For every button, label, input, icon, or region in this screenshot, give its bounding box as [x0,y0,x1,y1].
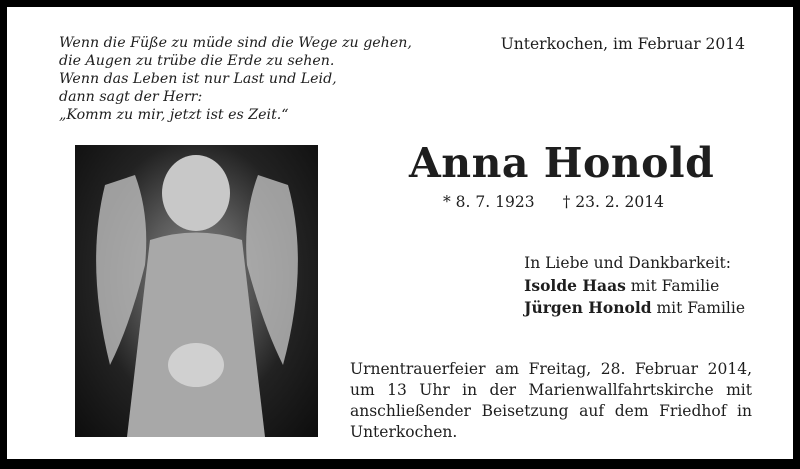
poem [59,34,412,124]
angel-statue-photo [75,145,318,437]
mourner-entry [524,275,745,298]
mourner-name: Isolde Haas [524,275,626,295]
mourner-entry [524,297,745,320]
birth-date: * 8. 7. 1923 [443,193,535,211]
mourner-suffix: mit Familie [651,299,745,317]
poem-line: dann sagt der Herr: [59,89,203,105]
poem-line: „Komm zu mir, jetzt ist es Zeit.“ [59,107,289,123]
deceased-name: Anna Honold [409,139,715,187]
poem-line: die Augen zu trübe die Erde zu sehen. [59,53,335,69]
mourners [524,253,745,320]
service-details: Urnentrauerfeier am Freitag, 28. Februar 2014, um 13 Uhr in der Marienwallfahrtskirche mit anschließender Beisetzung auf dem Friedhof in Unterkochen. [350,360,752,441]
place-date: Unterkochen, im Februar 2014 [500,35,745,53]
poem-line: Wenn die Füße zu müde sind die Wege zu gehen, [59,35,412,51]
mourner-suffix: mit Familie [625,276,720,295]
obituary-notice [7,7,793,459]
death-date: † 23. 2. 2014 [562,193,664,211]
poem-line: Wenn das Leben ist nur Last und Leid, [59,71,337,87]
life-dates [443,193,664,211]
mourners-intro: In Liebe und Dankbarkeit: [524,254,731,272]
mourner-name: Jürgen Honold [524,298,652,317]
